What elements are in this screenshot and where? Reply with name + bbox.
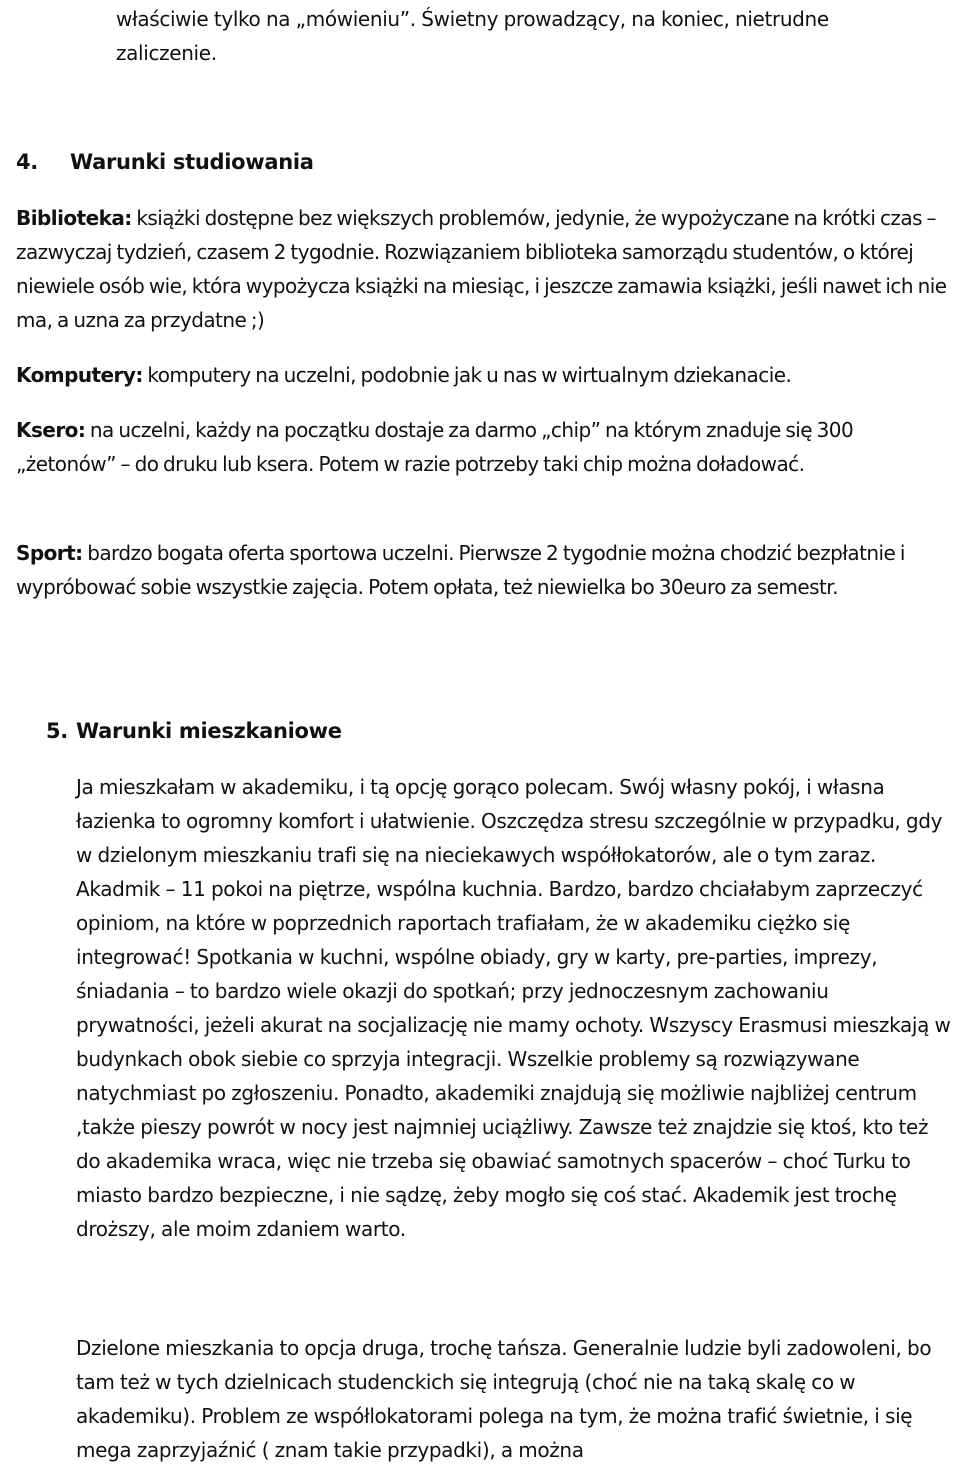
section-4-heading: [16, 145, 314, 179]
intro-paragraph: [116, 2, 936, 70]
komputery-paragraph: [16, 358, 956, 392]
section-5-number: 5.: [46, 719, 68, 743]
intro-line-2: zaliczenie.: [116, 41, 217, 65]
ksero-paragraph: [16, 413, 956, 481]
section-5-title: Warunki mieszkaniowe: [76, 719, 342, 743]
ksero-text: na uczelni, każdy na początku dostaje za darmo „chip” na którym znaduje się 300 „żetonów” – do druku lub ksera. Potem w razie potrzeby taki chip można doładować.: [16, 418, 854, 476]
section-4-number: 4.: [16, 150, 38, 174]
ksero-label: Ksero:: [16, 418, 86, 442]
sport-label: Sport:: [16, 541, 83, 565]
section-4-title: Warunki studiowania: [70, 150, 314, 174]
sport-text: bardzo bogata oferta sportowa uczelni. Pierwsze 2 tygodnie można chodzić bezpłatnie i wypróbować sobie wszystkie zajęcia. Potem opłata, też niewielka bo 30euro za semestr.: [16, 541, 905, 599]
section-5-heading: [46, 714, 342, 748]
biblioteka-label: Biblioteka:: [16, 206, 132, 230]
housing-paragraph-1: Ja mieszkałam w akademiku, i tą opcję gorąco polecam. Swój własny pokój, i własna łazienka to ogromny komfort i ułatwienie. Oszczędza stresu szczególnie w przypadku, gdy w dzielonym mieszkaniu trafi się na nieciekawych współłokatorów, ale o tym zaraz. Akadmik – 11 pokoi na piętrze, wspólna kuchnia. Bardzo, bardzo chciałabym zaprzeczyć opiniom, na które w poprzednich raportach trafiałam, że w akademiku ciężko się integrować! Spotkania w kuchni, wspólne obiady, gry w karty, pre-parties, imprezy, śniadania – to bardzo wiele okazji do spotkań; przy jednoczesnym zachowaniu prywatności, jeżeli akurat na socjalizację nie mamy ochoty. Wszyscy Erasmusi mieszkają w budynkach obok siebie co sprzyja integracji. Wszelkie problemy są rozwiązywane natychmiast po zgłoszeniu. Ponadto, akademiki znajdują się możliwie najbliżej centrum ,także pieszy powrót w nocy jest najmniej uciążliwy. Zawsze też znajdzie się ktoś, kto też do akademika wraca, więc nie trzeba się obawiać samotnych spacerów – choć Turku to miasto bardzo bezpieczne, i nie sądzę, żeby mogło się coś stać. Akademik jest trochę droższy, ale moim zdaniem warto.: [76, 775, 951, 1241]
sport-paragraph: [16, 536, 956, 604]
biblioteka-paragraph: [16, 201, 956, 337]
intro-line-1: właściwie tylko na „mówieniu”. Świetny prowadzący, na koniec, nietrudne: [116, 7, 829, 31]
biblioteka-text: książki dostępne bez większych problemów, jedynie, że wypożyczane na krótki czas – zazwyczaj tydzień, czasem 2 tygodnie. Rozwiązaniem biblioteka samorządu studentów, o której niewiele osób wie, która wypożycza książki na miesiąc, i jeszcze zamawia książki, jeśli nawet ich nie ma, a uzna za przydatne ;): [16, 206, 947, 332]
housing-paragraph-2: Dzielone mieszkania to opcja druga, trochę tańsza. Generalnie ludzie byli zadowoleni, bo tam też w tych dzielnicach studenckich się integrują (choć nie na taką skalę co w akademiku). Problem ze współlokatorami polega na tym, że można trafić świetnie, i się mega zaprzyjaźnić ( znam takie przypadki), a można: [76, 1336, 932, 1462]
komputery-label: Komputery:: [16, 363, 143, 387]
komputery-text: komputery na uczelni, podobnie jak u nas w wirtualnym dziekanacie.: [142, 363, 792, 387]
